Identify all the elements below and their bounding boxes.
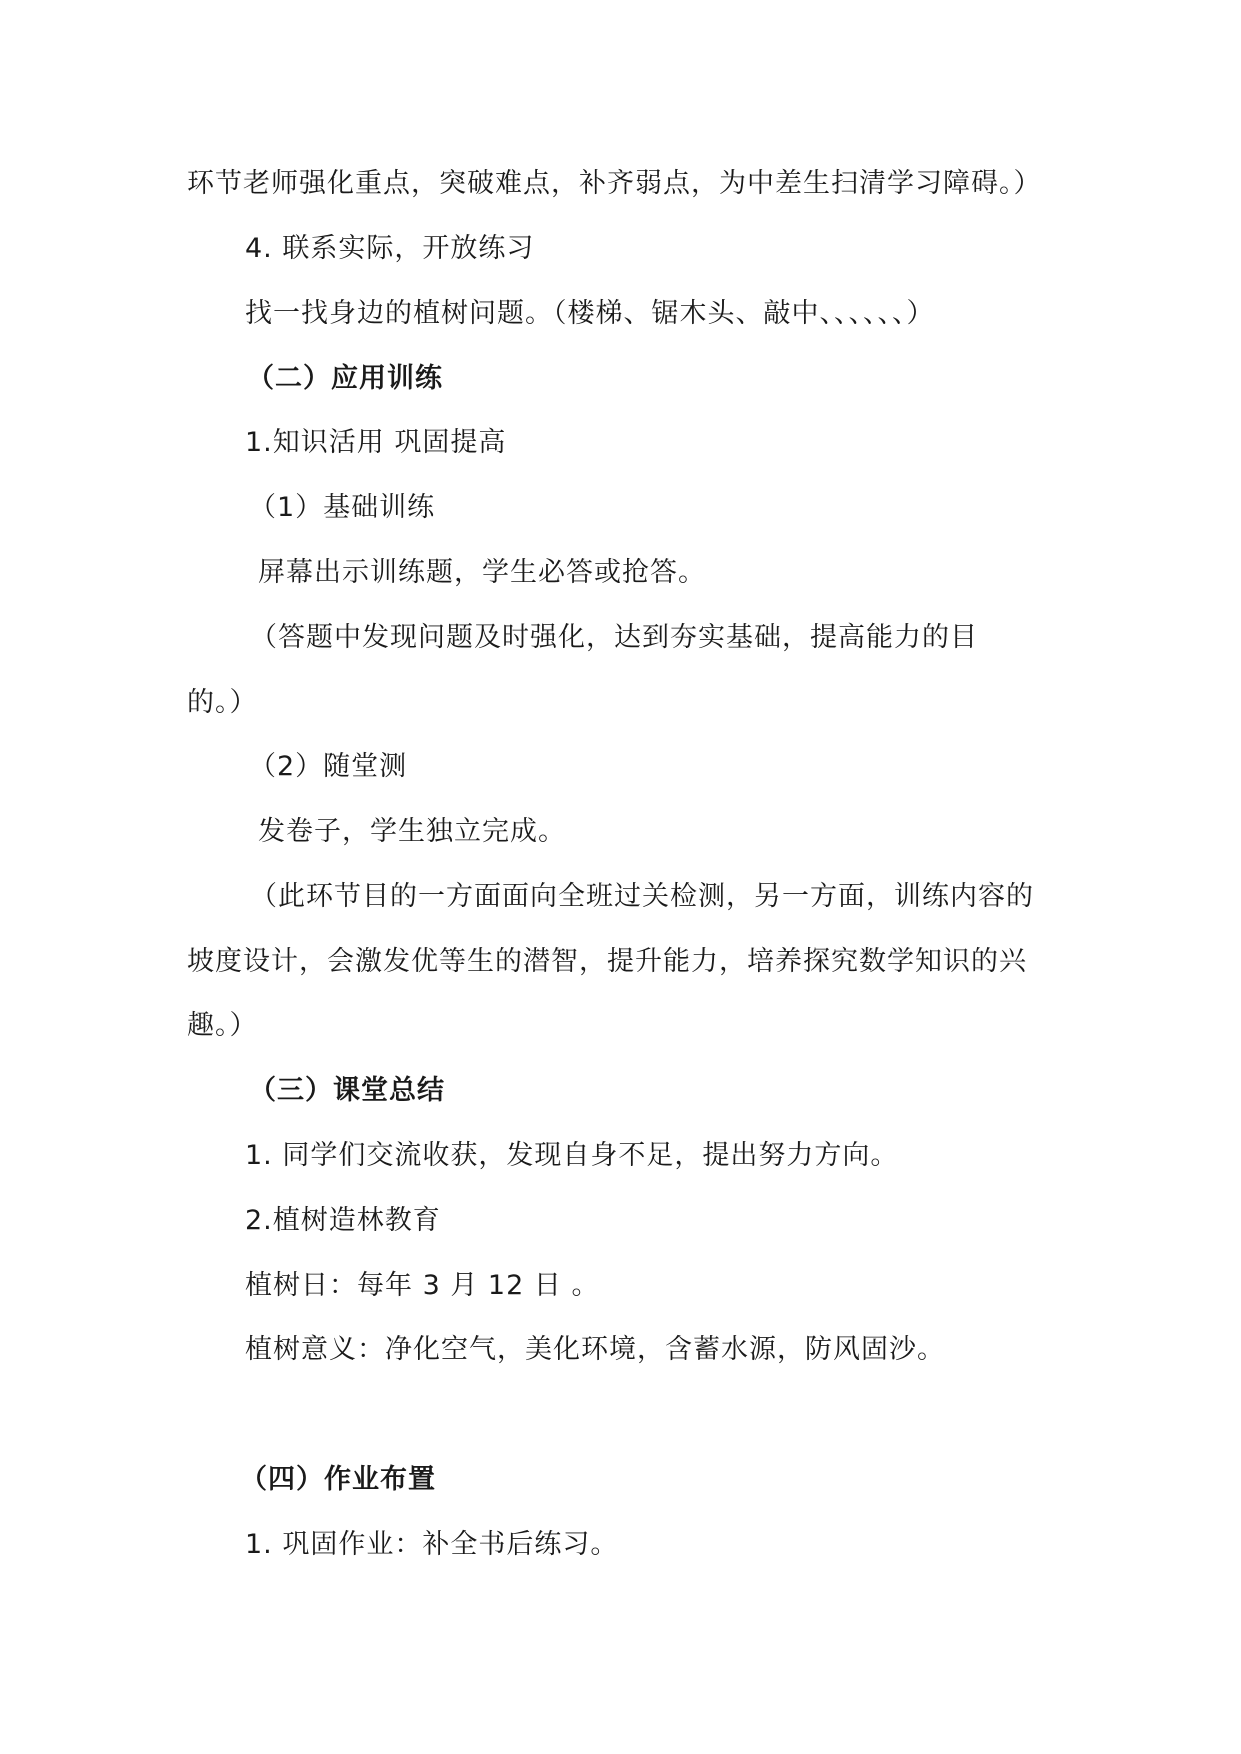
list-item: 4. 联系实际，开放练习 xyxy=(245,233,535,264)
section-heading: （二）应用训练 xyxy=(247,363,443,394)
paragraph-line: 植树意义：净化空气，美化环境，含蓄水源，防风固沙。 xyxy=(245,1334,945,1365)
paragraph-line: 植树日：每年 3 月 12 日 。 xyxy=(245,1270,600,1301)
paragraph-line: 的。） xyxy=(187,687,258,718)
list-item: 2.植树造林教育 xyxy=(245,1205,441,1236)
section-heading: （三）课堂总结 xyxy=(249,1075,445,1106)
paragraph-line: （答题中发现问题及时强化，达到夯实基础，提高能力的目 xyxy=(250,622,978,653)
list-item: 1.知识活用 巩固提高 xyxy=(245,427,507,458)
paragraph-line: （此环节目的一方面面向全班过关检测，另一方面，训练内容的 xyxy=(250,881,1034,912)
subsection-heading: （2）随堂测 xyxy=(249,751,408,782)
paragraph-line: 环节老师强化重点，突破难点，补齐弱点，为中差生扫清学习障碍。） xyxy=(187,168,1042,199)
section-heading: （四）作业布置 xyxy=(240,1464,436,1495)
subsection-heading: （1）基础训练 xyxy=(249,492,436,523)
list-item: 1. 巩固作业：补全书后练习。 xyxy=(245,1529,619,1560)
paragraph-line: 找一找身边的植树问题。（楼梯、锯木头、敲中、、、、、、） xyxy=(245,298,935,329)
paragraph-line: 趣。） xyxy=(187,1010,258,1041)
list-item: 1. 同学们交流收获，发现自身不足，提出努力方向。 xyxy=(245,1140,899,1171)
paragraph-line: 发卷子，学生独立完成。 xyxy=(258,816,566,847)
paragraph-line: 屏幕出示训练题，学生必答或抢答。 xyxy=(258,557,706,588)
paragraph-line: 坡度设计，会激发优等生的潜智，提升能力，培养探究数学知识的兴 xyxy=(187,946,1027,977)
